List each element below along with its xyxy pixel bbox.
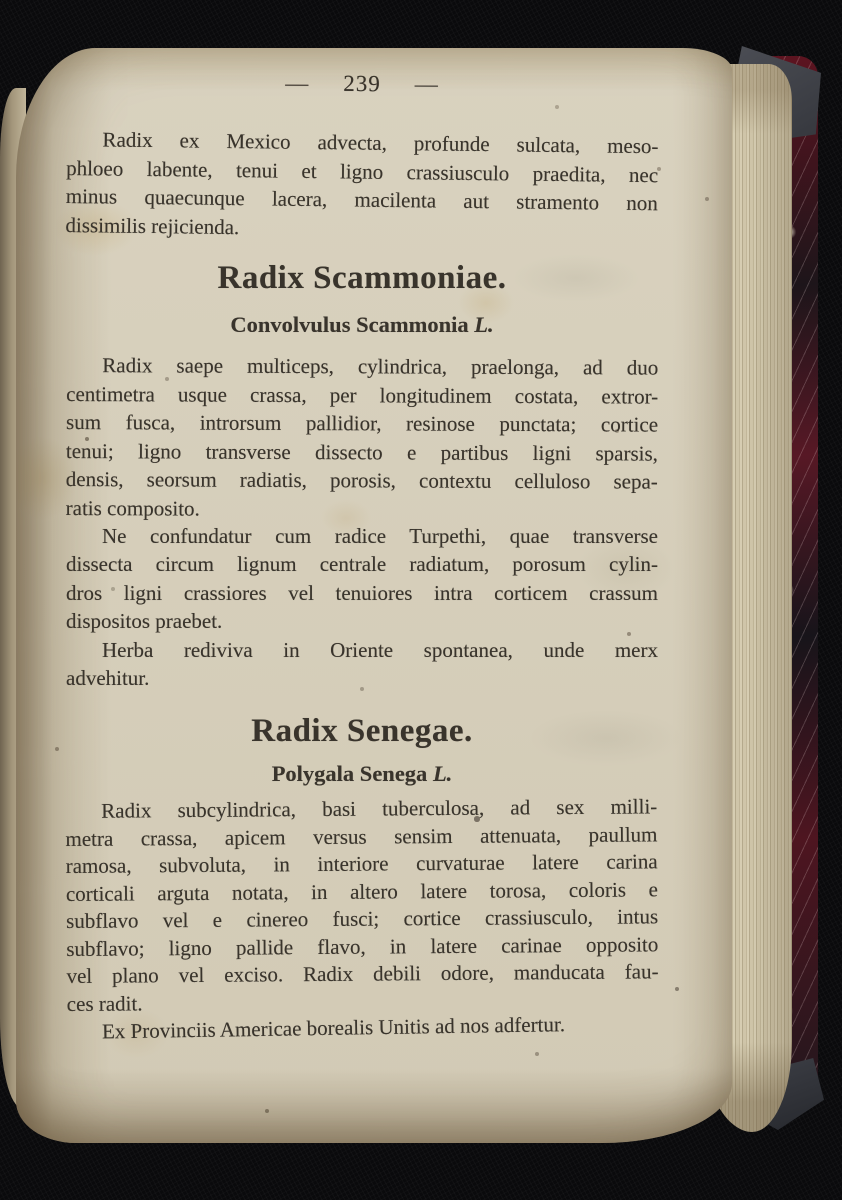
text-line: advehitur.: [66, 666, 150, 690]
species-subtitle: [66, 761, 658, 787]
text-line: dispositos praebet.: [66, 609, 223, 633]
text-line: Herba rediviva in Oriente spontanea, unde merx: [102, 637, 658, 662]
text-line: ratis composito.: [65, 494, 200, 520]
page-number: 239: [343, 70, 381, 97]
species-authority: L.: [432, 760, 453, 786]
species-name: Convolvulus Scammonia: [230, 311, 475, 337]
text-line: Radix subcylindrica, basi tuberculosa, ad sex milli-: [101, 793, 658, 823]
text-line: ces radit.: [66, 990, 143, 1015]
species-subtitle: [66, 312, 658, 338]
species-authority: L.: [474, 311, 494, 337]
text-line: densis, seorsum radiatis, porosis, contextu celluloso sepa-: [65, 466, 658, 494]
book-page: [16, 48, 732, 1143]
text-blocks: [66, 125, 658, 1047]
paragraph: [65, 793, 659, 1018]
text-line: dissecta circum lignum centrale radiatum, porosum cylin-: [66, 552, 658, 576]
page-number-header: [66, 68, 658, 101]
text-line: vel plano vel exciso. Radix debili odore, manducata fau-: [66, 958, 659, 988]
text-line: tenui; ligno transverse dissecto e partibus ligni sparsis,: [65, 437, 658, 465]
page-number-dash-right: —: [414, 71, 439, 97]
text-column: [66, 68, 658, 1046]
text-line: centimetra usque crassa, per longitudinem costata, extror-: [66, 381, 659, 408]
paragraph: [65, 125, 658, 246]
text-line: Radix ex Mexico advecta, profunde sulcata, meso-: [102, 126, 659, 158]
text-line: phloeo labente, tenui et ligno crassiusculo praedita, nec: [66, 155, 659, 187]
paragraph: [66, 636, 658, 693]
text-line: ramosa, subvoluta, in interiore curvaturae latere carina: [65, 848, 658, 878]
species-name: Polygala Senega: [271, 760, 433, 786]
text-line: sum fusca, introrsum pallidior, resinose punctata; cortice: [66, 409, 659, 437]
text-line: Ex Provinciis Americae borealis Unitis ad nos adfertur.: [101, 1011, 566, 1043]
text-line: metra crassa, apicem versus sensim attenuata, paullum: [65, 821, 658, 851]
text-line: Ne confundatur cum radice Turpethi, quae transverse: [102, 523, 658, 548]
text-line: subflavo; ligno pallide flavo, in latere carinae opposito: [66, 931, 659, 960]
paragraph: [66, 351, 659, 525]
section-heading: Radix Senegae.: [251, 712, 473, 749]
text-line: Radix saepe multiceps, cylindrica, praelonga, ad duo: [102, 352, 659, 380]
paragraph: [66, 522, 658, 636]
section-heading: Radix Scammoniae.: [217, 259, 507, 296]
page-number-dash-left: —: [285, 70, 310, 96]
text-line: dros ligni crassiores vel tenuiores intra corticem crassum: [66, 580, 658, 605]
text-line: corticali arguta notata, in altero latere torosa, coloris e: [65, 876, 658, 906]
text-line: minus quaecunque lacera, macilenta aut stramento non: [65, 183, 658, 215]
text-line: dissimilis rejicienda.: [65, 211, 240, 239]
text-line: subflavo vel e cinereo fusci; cortice crassiusculo, intus: [66, 903, 659, 933]
ink-specks: [16, 48, 18, 50]
